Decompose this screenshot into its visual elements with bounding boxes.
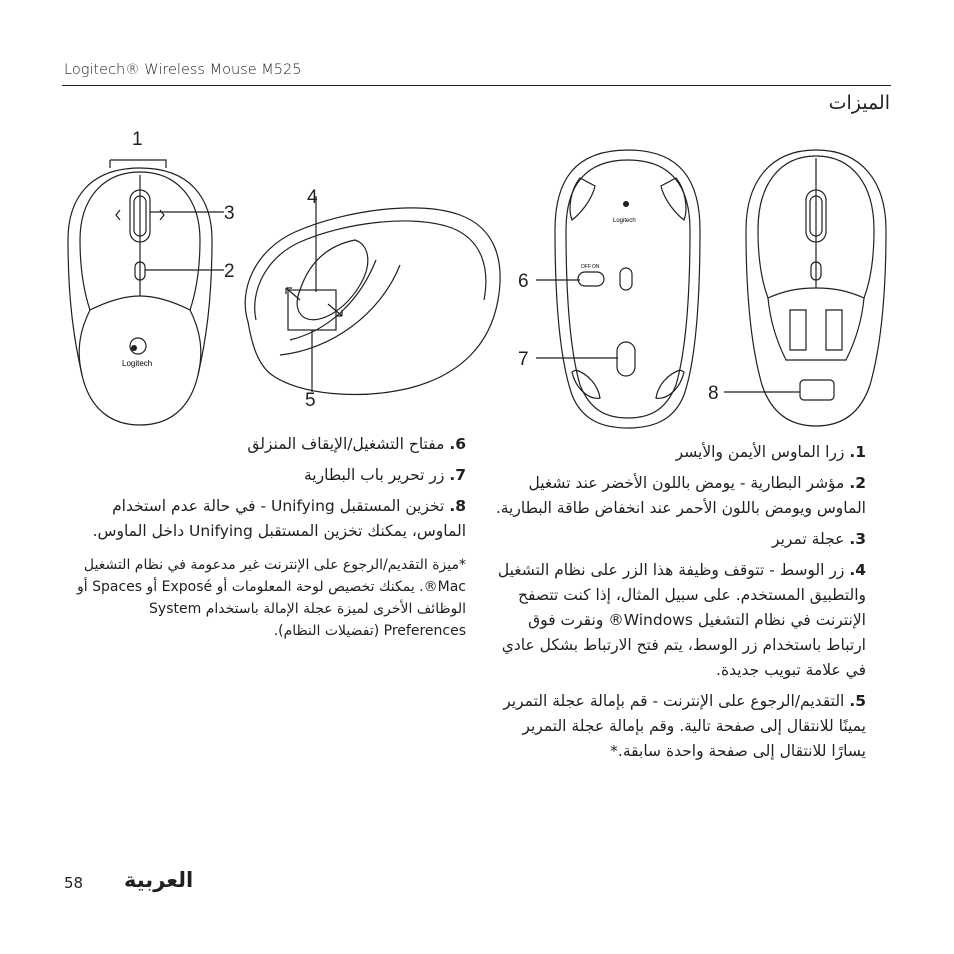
callout-1: 1 <box>132 129 143 150</box>
callout-6: 6 <box>518 271 529 292</box>
feature-item-2: 2. مؤشر البطارية - يومض باللون الأخضر عند تشغيل الماوس ويومض باللون الأحمر عند انخفاض طاقة البطارية. <box>495 474 866 517</box>
features-left-column <box>66 432 466 642</box>
feature-item-5: 5. التقديم/الرجوع على الإنترنت - قم بإمالة عجلة التمرير يمينًا للانتقال إلى صفحة تالية. وقم بإمالة عجلة التمرير يسارًا للانتقال إلى صفحة واحدة سابقة.* <box>503 692 866 760</box>
page-number: 58 <box>64 874 84 892</box>
feature-item-8: 8. تخزين المستقبل Unifying - في حالة عدم استخدام الماوس، يمكنك تخزين المستقبل Unifying داخل الماوس. <box>92 497 466 540</box>
logo-text: Logitech <box>122 359 153 368</box>
logitech-logo-icon <box>623 201 629 207</box>
callout-4: 4 <box>307 187 318 208</box>
switch-on-label: ON <box>592 264 600 270</box>
callout-7: 7 <box>518 349 529 370</box>
language-label: العربية <box>124 868 194 892</box>
feature-item-7: 7. زر تحرير باب البطارية <box>304 466 466 484</box>
footnote: *ميزة التقديم/الرجوع على الإنترنت غير مدعومة في نظام التشغيل Mac®. يمكنك تخصيص لوحة المعلومات أو Exposé أو Spaces أو الوظائف الأخرى لميزة عجلة الإمالة باستخدام System Preferences (تفضيلات النظام). <box>77 557 466 639</box>
callout-2: 2 <box>224 261 235 282</box>
logitech-logo-icon <box>131 345 137 351</box>
mouse-bottom-view-illustration <box>536 150 700 428</box>
section-title: الميزات <box>828 92 890 114</box>
mouse-perspective-illustration <box>245 196 500 394</box>
mouse-open-view-illustration <box>724 150 886 426</box>
feature-item-1: 1. زرا الماوس الأيمن والأيسر <box>675 443 866 461</box>
callout-3: 3 <box>224 203 235 224</box>
running-header: Logitech® Wireless Mouse M525 <box>64 62 302 78</box>
feature-item-3: 3. عجلة تمرير <box>772 530 866 548</box>
logo-text: Logitech <box>613 218 636 224</box>
callout-8: 8 <box>708 383 719 404</box>
mouse-top-view-illustration <box>68 160 224 425</box>
feature-item-6: 6. مفتاح التشغيل/الإيقاف المنزلق <box>247 435 466 453</box>
switch-off-label: OFF <box>581 264 591 270</box>
features-right-column <box>494 440 866 770</box>
feature-item-4: 4. زر الوسط - تتوقف وظيفة هذا الزر على نظام التشغيل والتطبيق المستخدم. على سبيل المثال، إذا كنت تتصفح الإنترنت في نظام التشغيل Windows® ونقرت فوق ارتباط باستخدام زر الوسط، يتم فتح الارتباط بشكل عادي في علامة تبويب جديدة. <box>497 561 866 679</box>
callout-5: 5 <box>305 390 316 411</box>
